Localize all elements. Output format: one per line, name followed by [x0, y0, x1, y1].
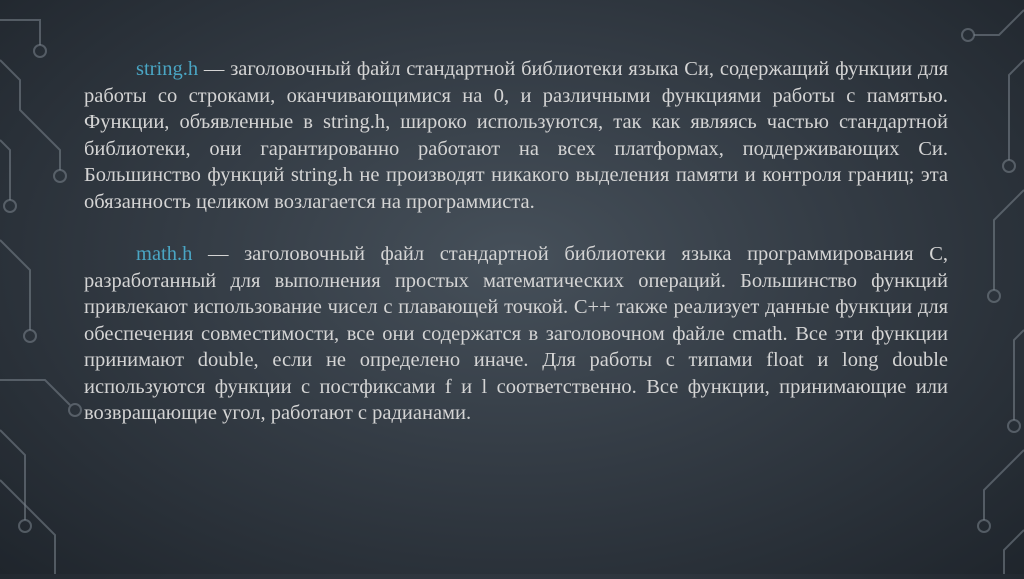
term-string-h: string.h [136, 58, 199, 80]
paragraph-math-h-text: — заголовочный файл стандартной библиотеки языка программирования С, разработанный для выполнения простых математических операций. Большинство функций привлекают использование чисел с плавающей точкой. C++ также реализует данные функции для обеспечения совместимости, все они содержатся в заголовочном файле cmath. Все эти функции принимают double, если не определено иначе. Для работы с типами float и long double используются функции с постфиксами f и l соответственно. Все функции, принимающие или возвращающие угол, работают с радианами. [84, 243, 948, 424]
paragraph-string-h-text: — заголовочный файл стандартной библиотеки языка Си, содержащий функции для работы со строками, оканчивающимися на 0, и различными функциями работы с памятью. Функции, объявленные в string.h, широко используются, так как являясь частью стандартной библиотеки, они гарантированно работают на всех платформах, поддерживающих Си. Большинство функций string.h не производят никакого выделения памяти и контроля границ; эта обязанность целиком возлагается на программиста. [84, 58, 948, 213]
paragraph-string-h [84, 56, 948, 215]
paragraph-math-h [84, 241, 948, 427]
term-math-h: math.h [136, 243, 193, 265]
slide-content [84, 56, 948, 427]
